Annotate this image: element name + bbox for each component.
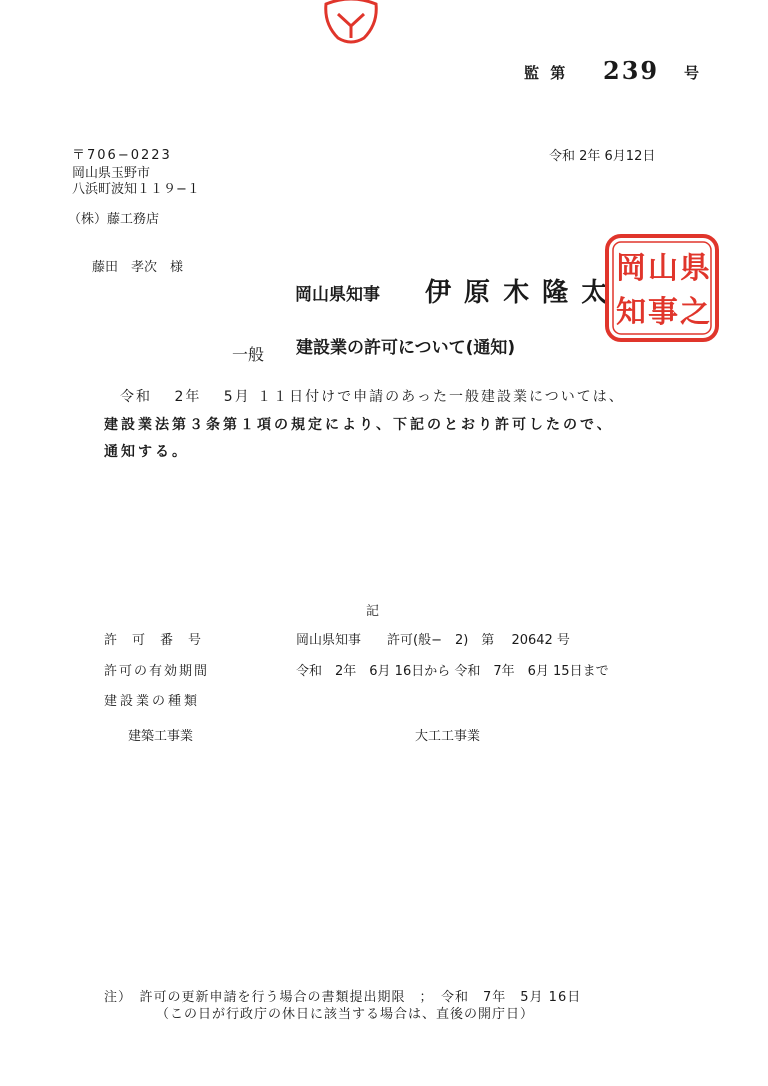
validity-label: 許可の有効期間 — [104, 664, 210, 679]
doc-number-suffix: 号 — [684, 64, 700, 82]
issuer-name: 伊 原 木 隆 太 — [425, 278, 610, 308]
seal-char: 県 — [680, 251, 710, 286]
note-line2: （この日が行政庁の休日に該当する場合は、直後の開庁日） — [156, 1007, 535, 1022]
seal-char: 事 — [648, 295, 678, 330]
seal-char: 岡 — [616, 251, 646, 286]
postal-code: 〒706−0223 — [72, 148, 172, 163]
ki-heading: 記 — [366, 604, 380, 619]
note-line1: 注） 許可の更新申請を行う場合の書類提出期限 ； 令和 7年 5月 16日 — [104, 990, 582, 1005]
address-line1: 岡山県玉野市 — [72, 166, 151, 181]
subject-title: 建設業の許可について(通知) — [296, 338, 516, 358]
validity-value: 令和 2年 6月 16日から 令和 7年 6月 15日まで — [296, 664, 609, 679]
body-line2: 建設業法第３条第１項の規定により、下記のとおり許可したので、 — [104, 417, 614, 433]
doc-number-prefix: 監 第 — [524, 64, 569, 82]
seal-char: 知 — [616, 295, 646, 330]
permit-number-value: 岡山県知事 許可(般− 2) 第 20642 号 — [296, 633, 570, 648]
types-label: 建設業の種類 — [104, 694, 201, 709]
recipient-name: 藤田 孝次 様 — [92, 260, 184, 275]
company-name: （株）藤工務店 — [68, 212, 160, 227]
address-line2: 八浜町波知１１９−１ — [72, 182, 200, 197]
body-line3: 通知する。 — [104, 444, 189, 460]
seal-char: 山 — [648, 251, 678, 286]
partial-stamp — [322, 0, 380, 46]
subject-prefix: 一般 — [232, 345, 265, 364]
permit-number-label: 許 可 番 号 — [104, 633, 203, 648]
issuer-title: 岡山県知事 — [295, 285, 380, 305]
official-seal — [603, 232, 721, 344]
doc-number: 239 — [603, 56, 660, 85]
body-line1: 令和 2年 5月 １１日付けで申請のあった一般建設業については、 — [120, 389, 625, 405]
construction-type: 大工工事業 — [415, 729, 481, 744]
construction-type: 建築工事業 — [128, 729, 194, 744]
issue-date: 令和 2年 6月12日 — [549, 149, 656, 164]
seal-char: 之 — [680, 295, 710, 330]
